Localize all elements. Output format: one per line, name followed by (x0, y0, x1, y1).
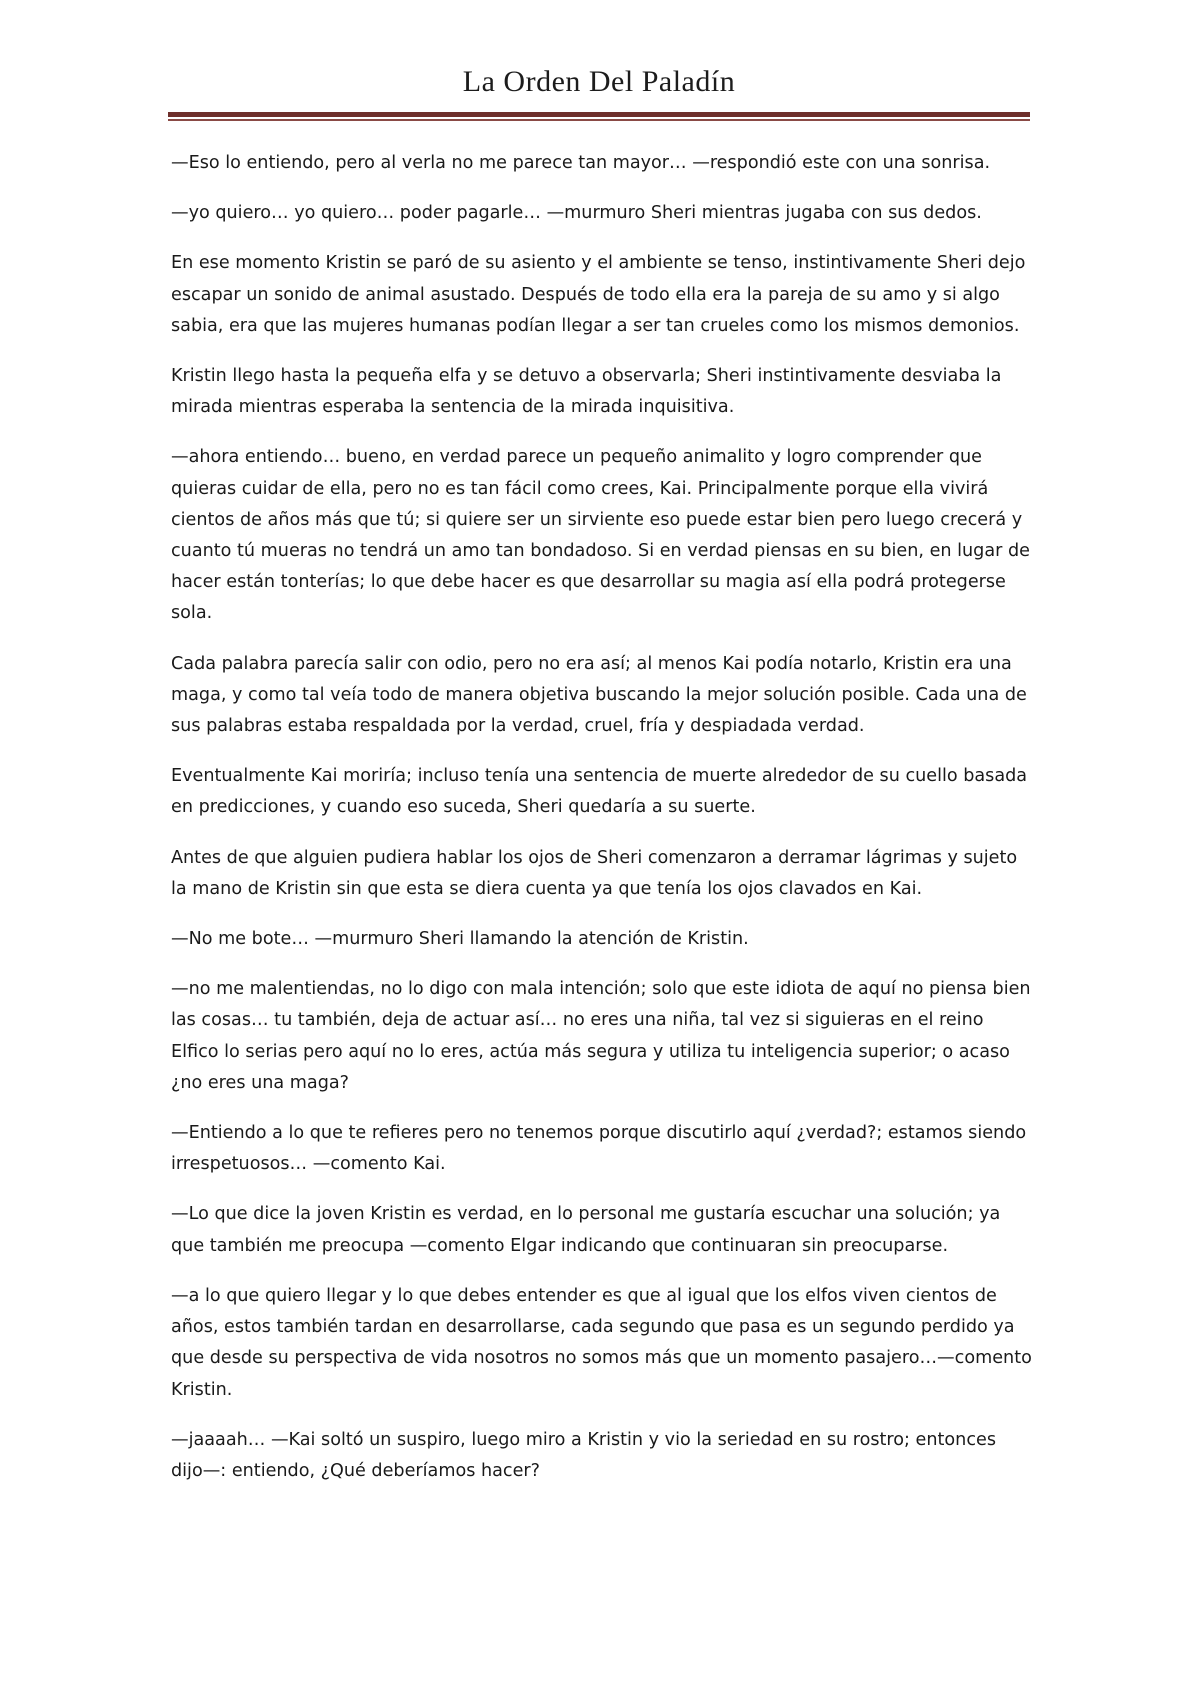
paragraph: —a lo que quiero llegar y lo que debes entender es que al igual que los elfos viven cientos de años, estos también tardan en desarrollarse, cada segundo que pasa es un segundo perdido ya que desde su perspectiva de vida nosotros no somos más que un momento pasajero…—comento Kristin. (171, 1285, 1032, 1400)
body-text (171, 148, 1033, 1506)
paragraph: —Eso lo entiendo, pero al verla no me parece tan mayor… —respondió este con una sonrisa. (171, 153, 991, 173)
book-title: La Orden Del Paladín (462, 65, 736, 98)
paragraph: —jaaaah… —Kai soltó un suspiro, luego miro a Kristin y vio la seriedad en su rostro; entonces dijo—: entiendo, ¿Qué deberíamos hacer? (171, 1429, 996, 1481)
paragraph: Kristin llego hasta la pequeña elfa y se detuvo a observarla; Sheri instintivamente desviaba la mirada mientras esperaba la sentencia de la mirada inquisitiva. (171, 366, 1002, 418)
paragraph: —yo quiero… yo quiero… poder pagarle… —murmuro Sheri mientras jugaba con sus dedos. (171, 203, 982, 224)
paragraph: Eventualmente Kai moriría; incluso tenía una sentencia de muerte alrededor de su cuello basada en predicciones, y cuando eso suceda, Sheri quedaría a su suerte. (171, 766, 1028, 818)
paragraph: En ese momento Kristin se paró de su asiento y el ambiente se tenso, instintivamente Sheri dejo escapar un sonido de animal asustado. Después de todo ella era la pareja de su amo y si algo sabia, era que las mujeres humanas podían llegar a ser tan crueles como los mismos demonios. (171, 253, 1026, 336)
page-header (168, 64, 1030, 100)
paragraph: —no me malentiendas, no lo digo con mala intención; solo que este idiota de aquí no piensa bien las cosas… tu también, deja de actuar así… no eres una niña, tal vez si siguieras en el reino Elfico lo serias pero aquí no lo eres, actúa más segura y utiliza tu inteligencia superior; o acaso ¿no eres una maga? (171, 979, 1031, 1093)
header-rule-thick (168, 112, 1030, 117)
header-rule-thin (168, 119, 1030, 121)
paragraph: Cada palabra parecía salir con odio, pero no era así; al menos Kai podía notarlo, Kristin era una maga, y como tal veía todo de manera objetiva buscando la mejor solución posible. Cada una de sus palabras estaba respaldada por la verdad, cruel, fría y despiadada verdad. (171, 653, 1027, 737)
paragraph: —Entiendo a lo que te refieres pero no tenemos porque discutirlo aquí ¿verdad?; estamos siendo irrespetuosos… —comento Kai. (171, 1123, 1027, 1175)
paragraph: —ahora entiendo… bueno, en verdad parece un pequeño animalito y logro comprender que quieras cuidar de ella, pero no es tan fácil como crees, Kai. Principalmente porque ella vivirá cientos de años más que tú; si quiere ser un sirviente eso puede estar bien pero luego crecerá y cuanto tú mueras no tendrá un amo tan bondadoso. Si en verdad piensas en su bien, en lugar de hacer están tonterías; lo que debe hacer es que desarrollar su magia así ella podrá protegerse sola. (171, 447, 1030, 624)
paragraph: —No me bote… —murmuro Sheri llamando la atención de Kristin. (171, 929, 749, 950)
paragraph: Antes de que alguien pudiera hablar los ojos de Sheri comenzaron a derramar lágrimas y sujeto la mano de Kristin sin que esta se diera cuenta ya que tenía los ojos clavados en Kai. (171, 847, 1018, 899)
header-rule (168, 112, 1030, 121)
paragraph: —Lo que dice la joven Kristin es verdad, en lo personal me gustaría escuchar una solución; ya que también me preocupa —comento Elgar indicando que continuaran sin preocuparse. (171, 1204, 1001, 1256)
